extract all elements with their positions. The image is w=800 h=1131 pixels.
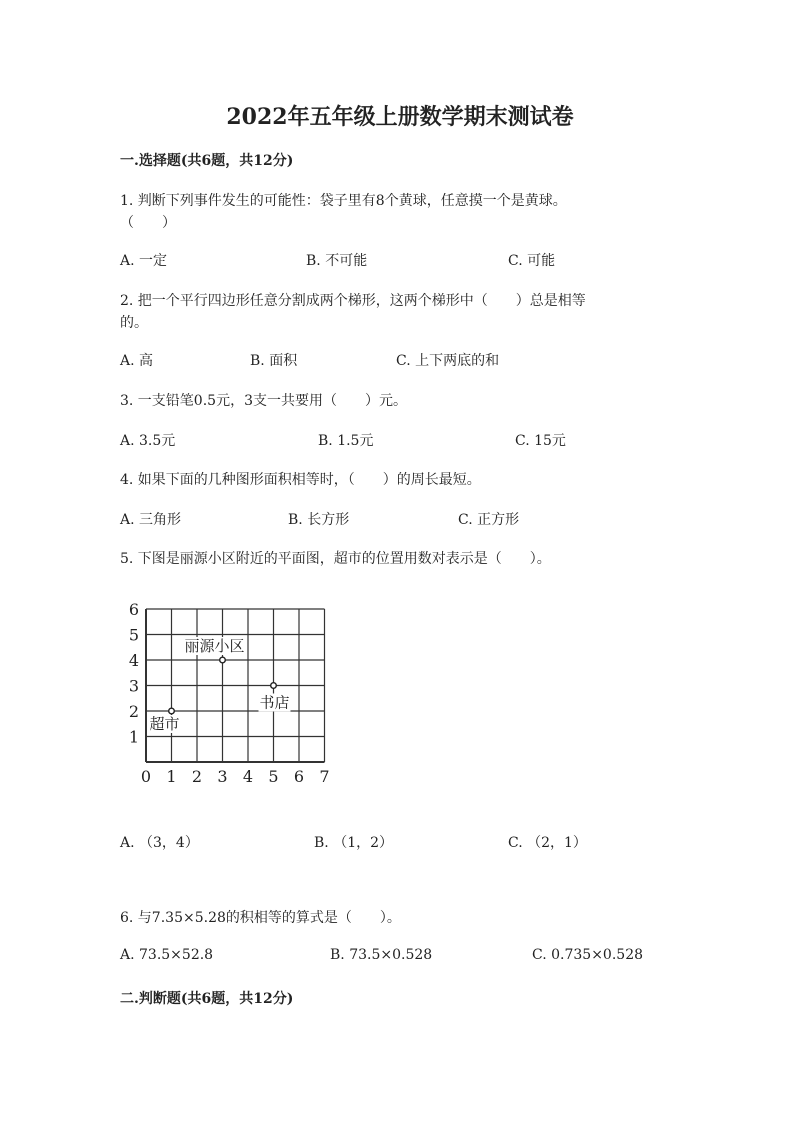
grid-y-label: 6: [128, 600, 140, 619]
place-label: 超市: [149, 715, 180, 733]
q2-option-a: A. 高: [120, 353, 154, 369]
q5-option-c: C. （2，1）: [508, 835, 587, 851]
question-1-line-2: （ ）: [120, 215, 176, 231]
place-label: 丽源小区: [184, 637, 245, 655]
q5-option-a: A. （3，4）: [120, 835, 199, 851]
grid-x-label: 1: [166, 767, 177, 786]
question-4: 4. 如果下面的几种图形面积相等时，（ ）的周长最短。: [120, 472, 481, 488]
question-5: 5. 下图是丽源小区附近的平面图，超市的位置用数对表示是（ ）。: [120, 551, 551, 567]
grid-y-label: 3: [128, 676, 140, 696]
grid-x-label: 3: [217, 767, 228, 786]
grid-y-label: 2: [128, 702, 140, 721]
q3-option-c: C. 15元: [515, 433, 566, 449]
q1-option-c: C. 可能: [508, 253, 556, 269]
grid-x-label: 0: [140, 767, 152, 786]
q2-option-b: B. 面积: [250, 353, 298, 369]
grid-y-label: 1: [128, 727, 140, 747]
question-2-line-1: 2. 把一个平行四边形任意分割成两个梯形，这两个梯形中（ ）总是相等: [120, 293, 586, 309]
grid-x-label: 7: [319, 767, 330, 786]
q1-option-b: B. 不可能: [306, 253, 368, 269]
q3-option-a: A. 3.5元: [120, 433, 176, 449]
question-6: 6. 与7.35×5.28的积相等的算式是（ ）。: [120, 910, 401, 926]
q1-option-a: A. 一定: [120, 253, 168, 269]
q6-option-a: A. 73.5×52.8: [120, 947, 214, 963]
place-label: 书店: [259, 693, 290, 712]
q3-option-b: B. 1.5元: [318, 433, 374, 449]
q4-option-c: C. 正方形: [458, 512, 520, 528]
place-point: [169, 708, 175, 714]
q2-option-c: C. 上下两底的和: [396, 353, 500, 369]
q6-option-c: C. 0.735×0.528: [532, 947, 644, 963]
grid-x-label: 6: [293, 767, 305, 786]
section-heading-choice: 一.选择题(共6题，共12分): [120, 153, 294, 169]
section-heading-judgement: 二.判断题(共6题，共12分): [120, 991, 294, 1007]
place-point: [271, 683, 277, 689]
grid-svg: [126, 600, 341, 795]
grid-y-label: 5: [128, 625, 140, 645]
q4-option-b: B. 长方形: [288, 512, 350, 528]
grid-y-label: 4: [128, 651, 140, 670]
question-2-line-2: 的。: [120, 315, 148, 331]
page-title: 2022年五年级上册数学期末测试卷: [226, 104, 574, 130]
coordinate-grid-map: [126, 600, 341, 795]
grid-x-label: 5: [268, 767, 279, 786]
grid-x-label: 4: [242, 767, 254, 786]
place-point: [220, 657, 226, 663]
grid-x-label: 2: [191, 767, 203, 786]
question-1-line-1: 1. 判断下列事件发生的可能性：袋子里有8个黄球，任意摸一个是黄球。: [120, 193, 567, 209]
question-3: 3. 一支铅笔0.5元，3支一共要用（ ）元。: [120, 393, 407, 409]
q5-option-b: B. （1，2）: [314, 835, 394, 851]
q4-option-a: A. 三角形: [120, 512, 182, 528]
q6-option-b: B. 73.5×0.528: [330, 947, 433, 963]
